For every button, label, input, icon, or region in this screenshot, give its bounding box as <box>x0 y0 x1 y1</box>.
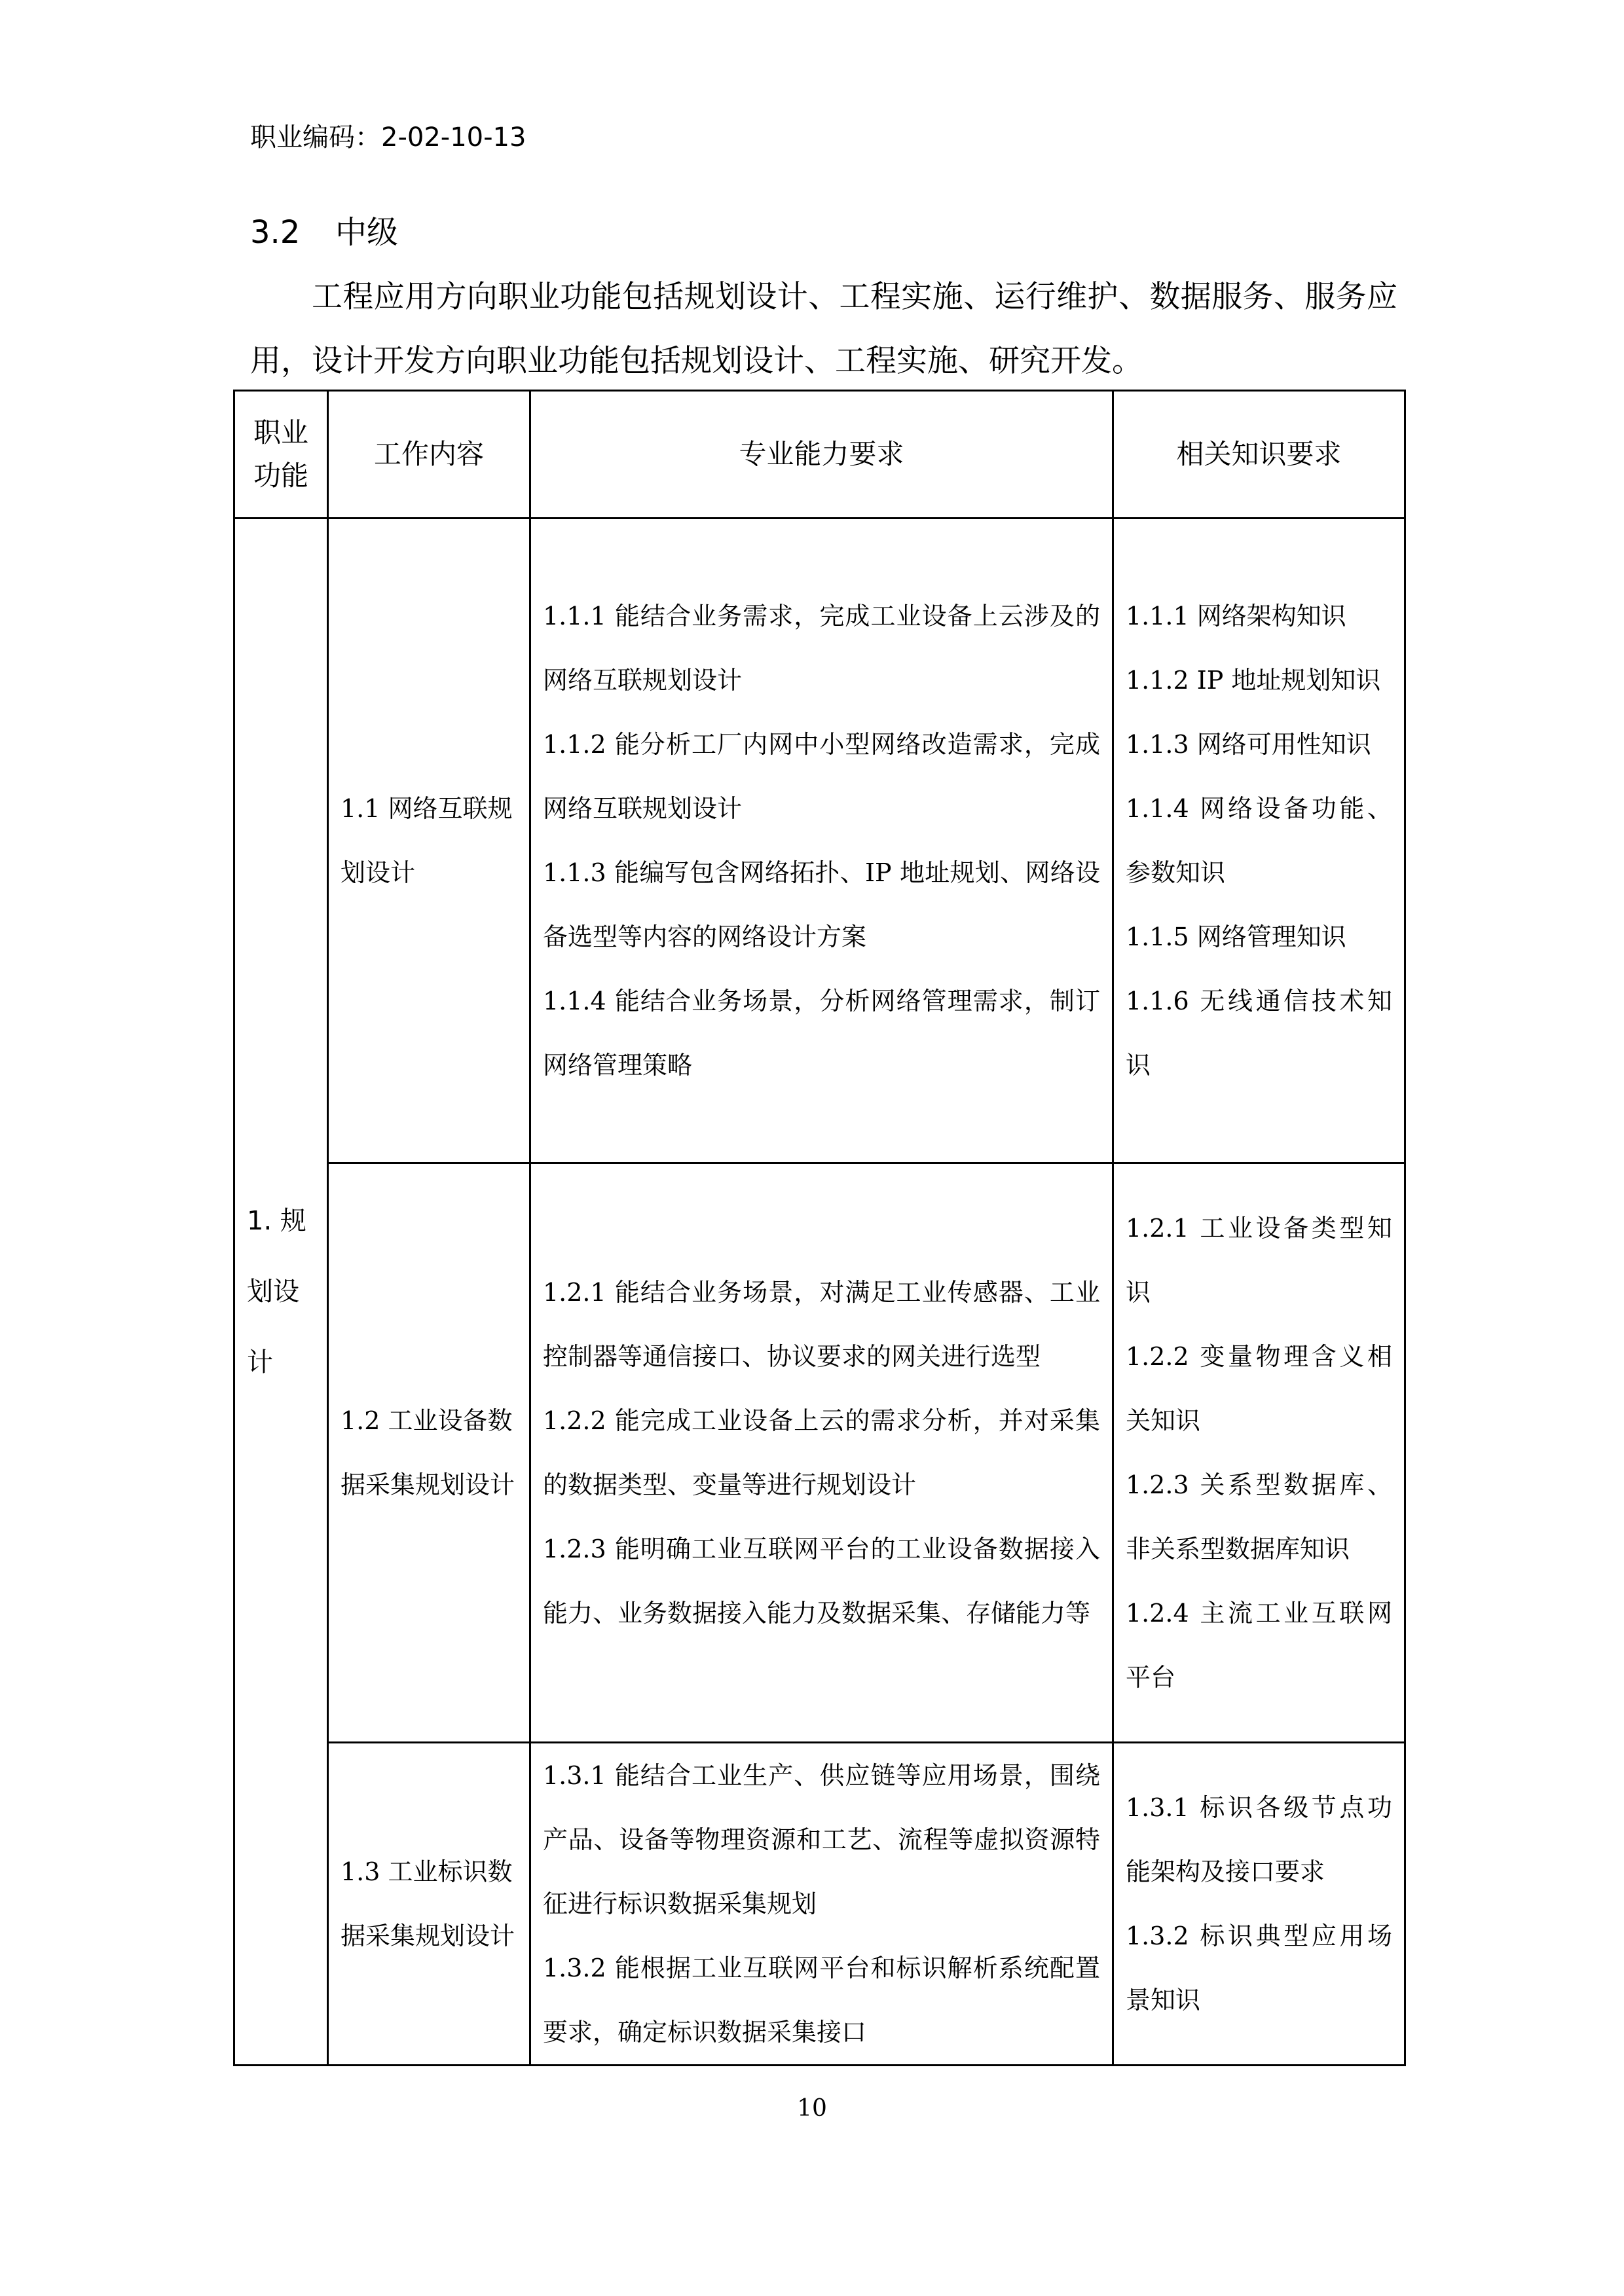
section-heading <box>250 210 398 255</box>
knowledge-item: 1.2.2 变量物理含义相关知识 <box>1126 1342 1392 1435</box>
knowledge-cell-2 <box>1113 1163 1405 1743</box>
ability-item: 1.3.2 能根据工业互联网平台和标识解析系统配置要求，确定标识数据采集接口 <box>543 1954 1100 2047</box>
knowledge-item: 1.2.3 关系型数据库、非关系型数据库知识 <box>1126 1470 1392 1563</box>
table-row <box>234 1163 1405 1743</box>
ability-cell-3 <box>530 1743 1113 2066</box>
knowledge-item: 1.2.1 工业设备类型知识 <box>1126 1214 1392 1307</box>
knowledge-item: 1.1.4 网络设备功能、参数知识 <box>1126 794 1392 887</box>
function-cell: 1. 规划设计 <box>234 519 328 2066</box>
intro-paragraph: 工程应用方向职业功能包括规划设计、工程实施、运行维护、数据服务、服务应用，设计开发方向职业功能包括规划设计、工程实施、研究开发。 <box>250 279 1397 379</box>
ability-item: 1.2.2 能完成工业设备上云的需求分析，并对采集的数据类型、变量等进行规划设计 <box>543 1406 1100 1499</box>
knowledge-item: 1.3.1 标识各级节点功能架构及接口要求 <box>1126 1793 1392 1886</box>
knowledge-item: 1.1.1 网络架构知识 <box>1126 602 1346 630</box>
work-cell-2: 1.2 工业设备数据采集规划设计 <box>328 1163 530 1743</box>
section-title: 中级 <box>335 214 399 251</box>
knowledge-item: 1.3.2 标识典型应用场景知识 <box>1126 1922 1392 2014</box>
page-number: 10 <box>797 2095 827 2122</box>
knowledge-item: 1.1.3 网络可用性知识 <box>1126 730 1371 759</box>
table-header-row <box>234 391 1405 519</box>
occupation-code: 职业编码：2-02-10-13 <box>250 122 526 153</box>
knowledge-item: 1.1.6 无线通信技术知识 <box>1126 987 1392 1080</box>
header-ability: 专业能力要求 <box>530 391 1113 519</box>
knowledge-item: 1.1.2 IP 地址规划知识 <box>1126 666 1381 695</box>
ability-item: 1.2.1 能结合业务场景，对满足工业传感器、工业控制器等通信接口、协议要求的网关进行选型 <box>543 1278 1100 1371</box>
ability-item: 1.2.3 能明确工业互联网平台的工业设备数据接入能力、业务数据接入能力及数据采集、存储能力等 <box>543 1535 1100 1628</box>
knowledge-item: 1.2.4 主流工业互联网平台 <box>1126 1599 1392 1692</box>
knowledge-cell-3 <box>1113 1743 1405 2066</box>
knowledge-cell-1 <box>1113 519 1405 1163</box>
ability-item: 1.1.4 能结合业务场景，分析网络管理需求，制订网络管理策略 <box>543 987 1100 1080</box>
table-row <box>234 1743 1405 2066</box>
ability-item: 1.1.1 能结合业务需求，完成工业设备上云涉及的网络互联规划设计 <box>543 602 1100 695</box>
ability-cell-2 <box>530 1163 1113 1743</box>
ability-item: 1.1.2 能分析工厂内网中小型网络改造需求，完成网络互联规划设计 <box>543 730 1100 823</box>
work-cell-3: 1.3 工业标识数据采集规划设计 <box>328 1743 530 2066</box>
knowledge-item: 1.1.5 网络管理知识 <box>1126 922 1346 951</box>
header-function: 职业功能 <box>234 391 328 519</box>
header-knowledge: 相关知识要求 <box>1113 391 1405 519</box>
work-cell-1: 1.1 网络互联规划设计 <box>328 519 530 1163</box>
competency-table <box>233 390 1406 2066</box>
ability-item: 1.1.3 能编写包含网络拓扑、IP 地址规划、网络设备选型等内容的网络设计方案 <box>543 858 1100 951</box>
ability-item: 1.3.1 能结合工业生产、供应链等应用场景，围绕产品、设备等物理资源和工艺、流程等虚拟资源特征进行标识数据采集规划 <box>543 1761 1100 1918</box>
ability-cell-1 <box>530 519 1113 1163</box>
section-number: 3.2 <box>250 214 301 251</box>
header-work: 工作内容 <box>328 391 530 519</box>
table-row <box>234 519 1405 1163</box>
